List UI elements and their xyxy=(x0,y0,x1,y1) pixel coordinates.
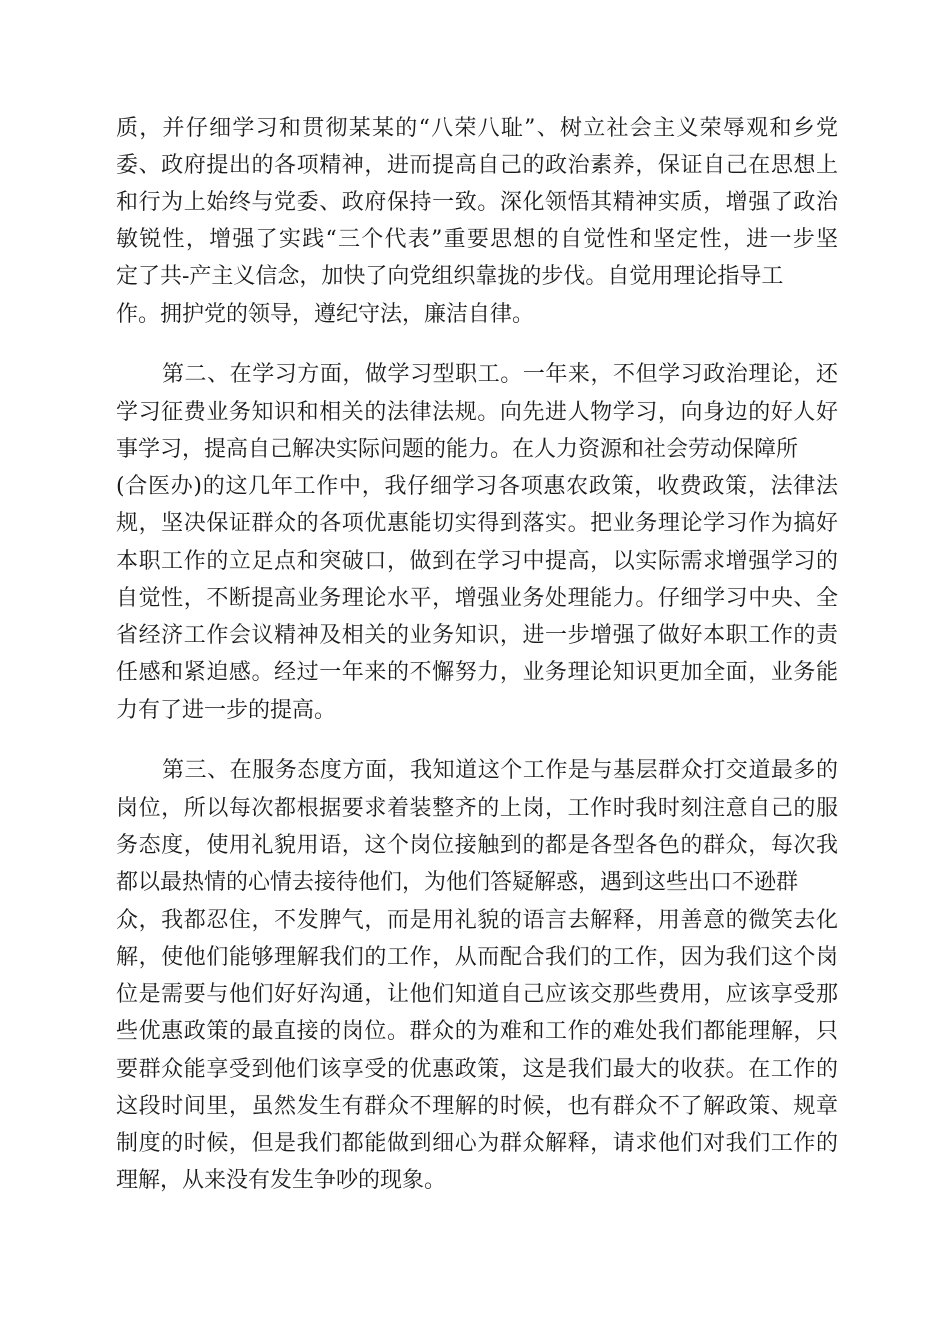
paragraph-line: 自觉性，不断提高业务理论水平，增强业务处理能力。仔细学习中央、全 xyxy=(116,586,838,611)
paragraph-line: 都以最热情的心情去接待他们，为他们答疑解惑，遇到这些出口不逊群 xyxy=(116,870,799,895)
paragraph-line: 省经济工作会议精神及相关的业务知识，进一步增强了做好本职工作的责 xyxy=(116,623,838,648)
paragraph-line: 事学习，提高自己解决实际问题的能力。在人力资源和社会劳动保障所 xyxy=(116,437,799,462)
paragraph-line: 和行为上始终与党委、政府保持一致。深化领悟其精神实质，增强了政治 xyxy=(116,190,838,215)
paragraph-line: 岗位，所以每次都根据要求着装整齐的上岗，工作时我时刻注意自己的服 xyxy=(116,796,838,821)
paragraph-line: 定了共-产主义信念，加快了向党组织靠拢的步伐。自觉用理论指导工 xyxy=(116,264,784,289)
paragraph-line: 敏锐性，增强了实践“三个代表”重要思想的自觉性和坚定性，进一步坚 xyxy=(116,227,838,252)
paragraph-line: 这段时间里，虽然发生有群众不理解的时候，也有群众不了解政策、规章 xyxy=(116,1094,838,1119)
paragraph-line: 解，使他们能够理解我们的工作，从而配合我们的工作，因为我们这个岗 xyxy=(116,945,838,970)
paragraph-line: 任感和紧迫感。经过一年来的不懈努力，业务理论知识更加全面，业务能 xyxy=(116,660,838,685)
paragraph-line: 位是需要与他们好好沟通，让他们知道自己应该交那些费用，应该享受那 xyxy=(116,982,838,1007)
paragraph-line: 作。拥护党的领导，遵纪守法，廉洁自律。 xyxy=(116,302,535,327)
paragraph-line: 些优惠政策的最直接的岗位。群众的为难和工作的难处我们都能理解，只 xyxy=(116,1019,838,1044)
paragraph-line: 制度的时候，但是我们都能做到细心为群众解释，请求他们对我们工作的 xyxy=(116,1131,838,1156)
paragraph-line: 务态度，使用礼貌用语，这个岗位接触到的都是各型各色的群众，每次我 xyxy=(116,833,838,858)
paragraph-line: 质，并仔细学习和贯彻某某的“八荣八耻”、树立社会主义荣辱观和乡党 xyxy=(116,116,838,141)
paragraph-line: 学习征费业务知识和相关的法律法规。向先进人物学习，向身边的好人好 xyxy=(116,400,838,425)
paragraph-line: 理解，从来没有发生争吵的现象。 xyxy=(116,1168,447,1193)
paragraph-first-line: 第二、在学习方面，做学习型职工。一年来，不但学习政治理论，还 xyxy=(162,362,838,387)
paragraph-first-line: 第三、在服务态度方面，我知道这个工作是与基层群众打交道最多的 xyxy=(162,758,838,783)
paragraph-line: 规，坚决保证群众的各项优惠能切实得到落实。把业务理论学习作为搞好 xyxy=(116,511,838,536)
paragraph-line: 力有了进一步的提高。 xyxy=(116,698,337,723)
document-body xyxy=(116,0,838,1344)
paragraph-line: 本职工作的立足点和突破口，做到在学习中提高，以实际需求增强学习的 xyxy=(116,549,838,574)
paragraph-line: (合医办)的这几年工作中，我仔细学习各项惠农政策，收费政策，法律法 xyxy=(116,474,838,499)
paragraph-line: 委、政府提出的各项精神，进而提高自己的政治素养，保证自己在思想上 xyxy=(116,153,838,178)
paragraph-line: 要群众能享受到他们该享受的优惠政策，这是我们最大的收获。在工作的 xyxy=(116,1057,838,1082)
paragraph-line: 众，我都忍住，不发脾气，而是用礼貌的语言去解释，用善意的微笑去化 xyxy=(116,908,838,933)
